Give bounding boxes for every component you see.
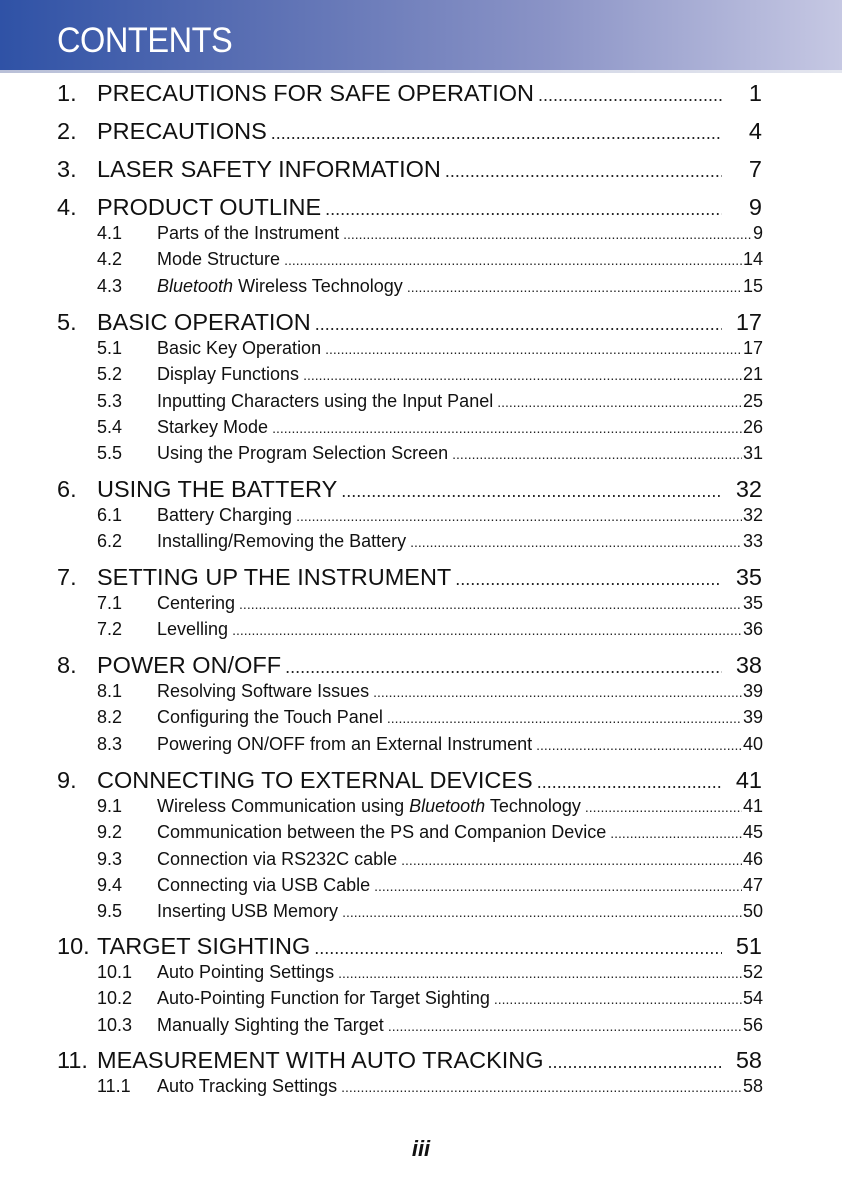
chapter-number: 2. — [57, 118, 77, 144]
toc-section-entry[interactable] — [97, 734, 763, 755]
section-number: 9.4 — [97, 874, 123, 895]
toc-section-entry[interactable] — [97, 531, 763, 552]
chapter-number: 6. — [57, 476, 77, 502]
section-title-text: Wireless Communication using — [157, 796, 410, 816]
section-number: 9.3 — [97, 848, 123, 869]
dot-leader — [537, 772, 722, 793]
section-number: 8.1 — [97, 681, 123, 701]
section-page-number: 41 — [742, 796, 763, 816]
section-page-number: 58 — [742, 1076, 763, 1096]
dot-leader — [314, 938, 722, 959]
dot-leader — [239, 596, 742, 612]
toc-section-entry[interactable] — [97, 849, 763, 870]
chapter-number: 8. — [57, 652, 77, 678]
section-title: Installing/Removing the Battery — [157, 531, 407, 552]
dot-leader — [315, 314, 722, 335]
toc-chapter-entry[interactable] — [57, 933, 762, 960]
section-title: Resolving Software Issues — [157, 681, 370, 701]
section-title-text: Technology — [485, 796, 581, 816]
section-title: Battery Charging — [157, 505, 293, 525]
section-number: 5.5 — [97, 443, 123, 464]
section-title: Centering — [157, 593, 236, 613]
chapter-title: PRECAUTIONS FOR SAFE OPERATION — [97, 80, 534, 106]
section-title — [157, 796, 581, 817]
toc-section-entry[interactable] — [97, 901, 763, 922]
toc-section-entry[interactable] — [97, 1076, 763, 1097]
toc-section-entry[interactable] — [97, 681, 763, 702]
dot-leader — [401, 852, 742, 868]
section-title: Auto Pointing Settings — [157, 962, 335, 982]
toc-chapter-entry[interactable] — [57, 476, 762, 503]
section-title — [157, 276, 403, 297]
page-title: CONTENTS — [57, 21, 233, 60]
toc-section-entry[interactable] — [97, 988, 763, 1009]
chapter-number: 3. — [57, 156, 77, 182]
dot-leader — [410, 534, 742, 550]
section-number: 5.1 — [97, 338, 123, 358]
section-number: 4.1 — [97, 223, 123, 243]
section-number: 5.2 — [97, 364, 123, 385]
toc-chapter-entry[interactable] — [57, 156, 762, 183]
section-number: 4.3 — [97, 275, 123, 296]
section-page-number: 54 — [742, 988, 763, 1009]
dot-leader — [445, 161, 722, 182]
chapter-page-number: 1 — [748, 80, 762, 106]
section-title: Display Functions — [157, 364, 300, 385]
dot-leader — [455, 569, 722, 590]
dot-leader — [610, 825, 742, 841]
section-page-number: 46 — [742, 848, 763, 869]
chapter-title: LASER SAFETY INFORMATION — [97, 156, 441, 182]
chapter-page-number: 32 — [735, 476, 762, 502]
dot-leader — [303, 367, 742, 383]
chapter-title: POWER ON/OFF — [97, 652, 282, 678]
section-page-number: 36 — [742, 619, 763, 640]
section-number: 5.4 — [97, 416, 123, 437]
dot-leader — [585, 799, 742, 815]
chapter-title: USING THE BATTERY — [97, 476, 338, 502]
chapter-page-number: 7 — [748, 156, 762, 182]
dot-leader — [387, 710, 742, 726]
toc-chapter-entry[interactable] — [57, 1047, 762, 1074]
chapter-page-number: 51 — [735, 933, 762, 959]
contents-header-banner — [0, 0, 842, 70]
section-page-number: 9 — [752, 223, 763, 243]
dot-leader — [325, 341, 742, 357]
chapter-page-number: 35 — [735, 564, 762, 590]
section-title: Mode Structure — [157, 249, 281, 270]
toc-chapter-entry[interactable] — [57, 564, 762, 591]
toc-chapter-entry[interactable] — [57, 80, 762, 107]
chapter-title: CONNECTING TO EXTERNAL DEVICES — [97, 767, 533, 793]
section-number: 7.1 — [97, 593, 123, 613]
toc-section-entry[interactable] — [97, 417, 763, 438]
chapter-number: 7. — [57, 564, 77, 590]
chapter-number: 9. — [57, 767, 77, 793]
toc-section-entry[interactable] — [97, 796, 763, 817]
chapter-page-number: 58 — [735, 1047, 762, 1073]
dot-leader — [284, 252, 742, 268]
dot-leader — [452, 446, 742, 462]
section-page-number: 14 — [742, 249, 763, 270]
section-page-number: 17 — [742, 338, 763, 358]
dot-leader — [341, 1079, 742, 1095]
dot-leader — [373, 684, 742, 700]
footer-page-number: iii — [411, 1136, 431, 1161]
toc-section-entry[interactable] — [97, 391, 763, 412]
toc-section-entry[interactable] — [97, 619, 763, 640]
dot-leader — [374, 878, 742, 894]
section-number: 6.2 — [97, 531, 123, 552]
chapter-title: TARGET SIGHTING — [97, 933, 311, 959]
section-number: 4.2 — [97, 249, 123, 270]
toc-section-entry[interactable] — [97, 875, 763, 896]
chapter-title: PRECAUTIONS — [97, 118, 267, 144]
toc-section-entry[interactable] — [97, 1015, 763, 1036]
section-page-number: 40 — [742, 733, 763, 754]
chapter-page-number: 17 — [735, 309, 762, 335]
dot-leader — [343, 226, 752, 242]
dot-leader — [325, 199, 722, 220]
section-title: Basic Key Operation — [157, 338, 322, 358]
chapter-title: SETTING UP THE INSTRUMENT — [97, 564, 452, 590]
section-page-number: 21 — [742, 364, 763, 385]
toc-section-entry[interactable] — [97, 962, 763, 983]
section-number: 5.3 — [97, 390, 123, 411]
section-title: Communication between the PS and Companion Device — [157, 822, 607, 843]
dot-leader — [536, 737, 742, 753]
section-title: Parts of the Instrument — [157, 223, 340, 243]
section-page-number: 50 — [742, 901, 763, 922]
section-number: 10.1 — [97, 962, 133, 982]
chapter-number: 10. — [57, 933, 90, 959]
dot-leader — [548, 1052, 722, 1073]
chapter-number: 11. — [57, 1047, 88, 1073]
chapter-title: PRODUCT OUTLINE — [97, 194, 322, 220]
dot-leader — [341, 481, 722, 502]
toc-chapter-entry[interactable] — [57, 309, 762, 336]
section-number: 9.5 — [97, 901, 123, 922]
dot-leader — [388, 1018, 742, 1034]
chapter-number: 4. — [57, 194, 77, 220]
section-page-number: 52 — [742, 962, 763, 982]
section-page-number: 26 — [742, 416, 763, 437]
section-number: 9.1 — [97, 796, 123, 816]
section-title: Powering ON/OFF from an External Instrument — [157, 733, 533, 754]
section-page-number: 39 — [742, 681, 763, 701]
dot-leader — [342, 904, 742, 920]
section-number: 10.3 — [97, 1014, 133, 1035]
section-title: Auto-Pointing Function for Target Sighting — [157, 988, 490, 1009]
section-number: 10.2 — [97, 988, 133, 1009]
toc-chapter-entry[interactable] — [57, 194, 762, 221]
chapter-number: 5. — [57, 309, 77, 335]
section-title: Auto Tracking Settings — [157, 1076, 338, 1096]
section-number: 8.3 — [97, 733, 123, 754]
section-page-number: 32 — [742, 505, 763, 525]
dot-leader — [296, 508, 742, 524]
toc-section-entry[interactable] — [97, 276, 763, 297]
toc-section-entry[interactable] — [97, 364, 763, 385]
section-number: 7.2 — [97, 619, 123, 640]
section-title: Using the Program Selection Screen — [157, 443, 449, 464]
section-page-number: 31 — [742, 443, 763, 464]
dot-leader — [272, 420, 742, 436]
chapter-page-number: 4 — [748, 118, 762, 144]
toc-section-entry[interactable] — [97, 593, 763, 614]
chapter-number: 1. — [57, 80, 77, 106]
chapter-title: MEASUREMENT WITH AUTO TRACKING — [97, 1047, 544, 1073]
dot-leader — [271, 123, 722, 144]
toc-chapter-entry[interactable] — [57, 767, 762, 794]
toc-section-entry[interactable] — [97, 223, 763, 244]
section-title: Starkey Mode — [157, 416, 269, 437]
dot-leader — [407, 279, 742, 295]
dot-leader — [494, 991, 742, 1007]
chapter-page-number: 9 — [748, 194, 762, 220]
toc-section-entry[interactable] — [97, 338, 763, 359]
chapter-page-number: 38 — [735, 652, 762, 678]
section-number: 11.1 — [97, 1076, 131, 1096]
dot-leader — [497, 394, 742, 410]
section-title: Manually Sighting the Target — [157, 1014, 384, 1035]
chapter-page-number: 41 — [735, 767, 762, 793]
section-page-number: 15 — [742, 275, 763, 296]
toc-section-entry[interactable] — [97, 249, 763, 270]
section-page-number: 45 — [742, 822, 763, 843]
toc-section-entry[interactable] — [97, 822, 763, 843]
dot-leader — [538, 85, 722, 106]
section-title: Connecting via USB Cable — [157, 874, 371, 895]
section-number: 9.2 — [97, 822, 123, 843]
section-title-text: Wireless Technology — [233, 275, 403, 296]
section-title: Inputting Characters using the Input Panel — [157, 390, 494, 411]
section-title: Connection via RS232C cable — [157, 848, 398, 869]
section-number: 6.1 — [97, 505, 123, 525]
toc-chapter-entry[interactable] — [57, 652, 762, 679]
section-page-number: 33 — [742, 531, 763, 552]
section-page-number: 39 — [742, 707, 763, 728]
dot-leader — [232, 622, 742, 638]
toc-section-entry[interactable] — [97, 707, 763, 728]
dot-leader — [338, 965, 742, 981]
header-divider — [0, 70, 842, 73]
section-title: Levelling — [157, 619, 229, 640]
section-page-number: 25 — [742, 390, 763, 411]
chapter-title: BASIC OPERATION — [97, 309, 311, 335]
toc-section-entry[interactable] — [97, 505, 763, 526]
section-page-number: 56 — [742, 1014, 763, 1035]
section-title-italic: Bluetooth — [409, 796, 486, 816]
dot-leader — [285, 657, 722, 678]
section-number: 8.2 — [97, 707, 123, 728]
toc-section-entry[interactable] — [97, 443, 763, 464]
section-title-italic: Bluetooth — [157, 275, 234, 296]
section-title: Inserting USB Memory — [157, 901, 339, 922]
section-page-number: 47 — [742, 874, 763, 895]
toc-chapter-entry[interactable] — [57, 118, 762, 145]
section-title: Configuring the Touch Panel — [157, 707, 383, 728]
section-page-number: 35 — [742, 593, 763, 613]
